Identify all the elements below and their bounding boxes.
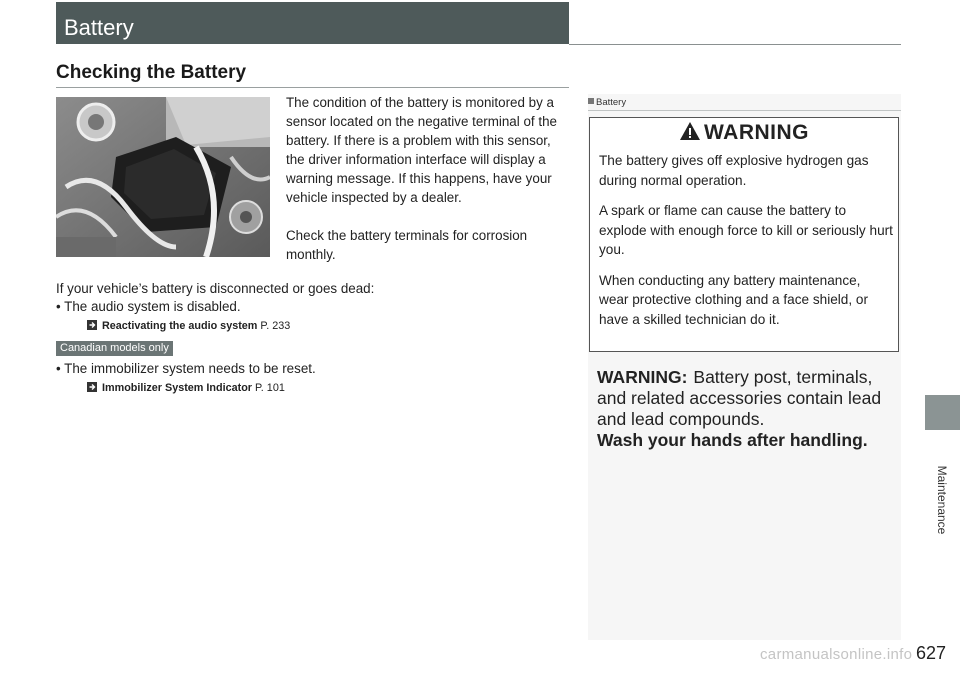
ref-audio-link[interactable]	[87, 319, 290, 333]
watermark: carmanualsonline.info	[760, 646, 913, 663]
chapter-tab-marker[interactable]	[925, 395, 960, 430]
lead-warning-line-2: and related accessories contain lead	[597, 388, 882, 408]
battery-photo	[56, 97, 270, 257]
header-rule	[569, 44, 901, 45]
disconnect-lead: If your vehicle’s battery is disconnected or goes dead:	[56, 281, 375, 296]
ref-immobilizer-link[interactable]	[87, 381, 285, 395]
intro-paragraph-1: The condition of the battery is monitored by a sensor located on the negative terminal of the battery. If there is a problem with this sensor, the driver information interface will display a warning message. If this happens, have your vehicle inspected by a dealer.	[286, 95, 557, 205]
ref-audio-page: P. 233	[257, 320, 291, 332]
ref-immobilizer-page: P. 101	[252, 382, 285, 394]
title-rule	[56, 87, 569, 88]
lead-warning	[597, 367, 897, 451]
lead-warning-line-3: and lead compounds.	[597, 409, 765, 429]
side-note-rule	[588, 110, 901, 111]
chapter-tab-label: Maintenance	[935, 465, 949, 535]
warning-text	[599, 151, 893, 340]
ref-audio-title: Reactivating the audio system	[102, 320, 258, 332]
page-title: Checking the Battery	[56, 62, 247, 83]
intro-text	[286, 93, 570, 283]
section-header-bar	[56, 2, 569, 44]
bullet-audio: • The audio system is disabled.	[56, 299, 241, 314]
lead-warning-label: WARNING:	[597, 367, 688, 387]
canadian-models-badge: Canadian models only	[56, 341, 173, 356]
side-note-label: Battery	[588, 97, 626, 109]
arrow-right-icon	[87, 382, 97, 392]
arrow-right-icon	[87, 320, 97, 330]
lead-warning-line-4: Wash your hands after handling.	[597, 430, 868, 450]
warning-triangle-icon	[679, 121, 701, 141]
bullet-immobilizer: • The immobilizer system needs to be reset.	[56, 361, 316, 376]
lead-warning-line-1: Battery post, terminals,	[693, 367, 873, 387]
note-marker-icon	[588, 98, 594, 104]
section-title: Battery	[64, 15, 134, 40]
warning-paragraph-1: The battery gives off explosive hydrogen gas during normal operation.	[599, 153, 869, 188]
warning-box	[589, 117, 899, 352]
intro-paragraph-2: Check the battery terminals for corrosion monthly.	[286, 228, 528, 262]
page-number: 627	[916, 643, 947, 663]
warning-paragraph-2: A spark or flame can cause the battery to explode with enough force to kill or seriously hurt you.	[599, 203, 893, 257]
warning-heading: WARNING	[590, 120, 898, 146]
ref-immobilizer-title: Immobilizer System Indicator	[102, 382, 252, 394]
warning-paragraph-3: When conducting any battery maintenance, wear protective clothing and a face shield, or have a skilled technician do it.	[599, 272, 869, 327]
